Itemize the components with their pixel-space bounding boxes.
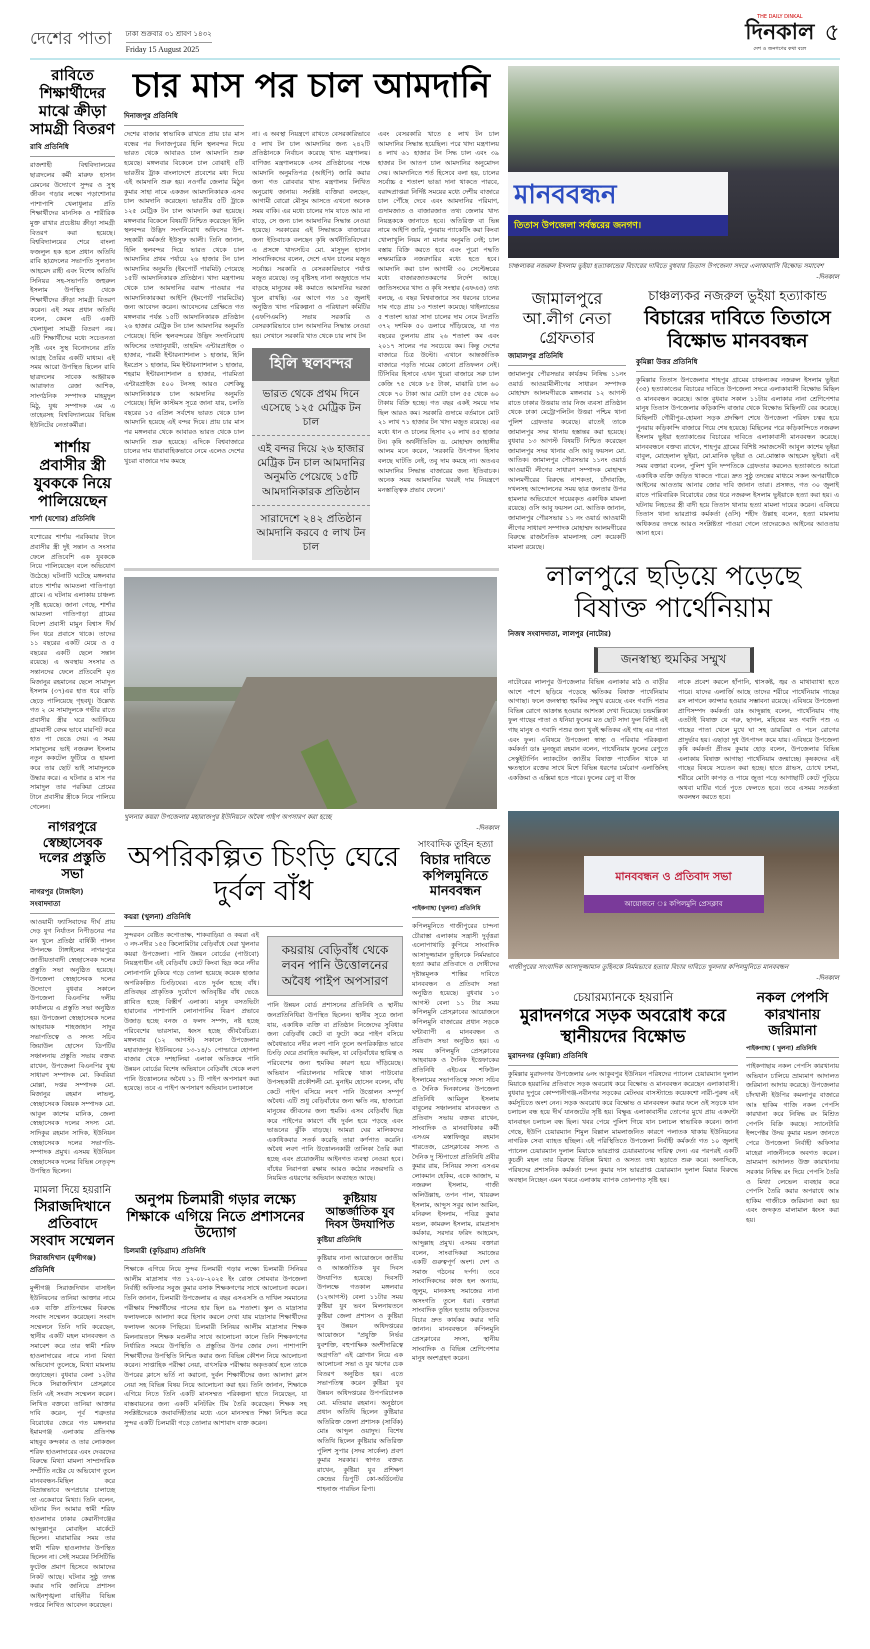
- middle-column: [124, 66, 499, 1502]
- story-sharsha: [30, 438, 115, 812]
- byline-koyra: কয়রা (খুলনা) প্রতিনিধি: [124, 911, 403, 927]
- kapilmuni-photo-caption: গাজীপুরের সাংবাদিক আসাদুজ্জামান তুহিনকে নির্মমভাবে হত্যার বিচার দাবিতে খুলনার কপিলমুনিতে মানববন্ধন: [508, 962, 789, 971]
- logo-tagline: দেশ ও জনগণের কথা বলে: [753, 46, 807, 53]
- byline-pepsi: পাইকগাছা ( খুলনা) প্রতিনিধি: [746, 1043, 839, 1058]
- lalpur-inset-box: জনস্বাস্থ্য হুমকির সম্মুখ: [594, 647, 754, 673]
- story-jamalpur: [508, 289, 626, 552]
- byline-jamalpur: জামালপুর প্রতিনিধি: [508, 350, 626, 366]
- story-titas: [636, 289, 839, 539]
- story-nagarpur: [30, 820, 115, 1177]
- byline-lalpur: নিজস্ব সংবাদদাতা, লালপুর (নাটোর): [508, 630, 612, 639]
- body-sharsha: যশোরের শার্শায় পরকিয়ার টানে প্রবাসীর স্ত্রী দুই সন্তান ও সংসার ফেলে প্রতিবেশি এক যুবককে নিয়ে পালিয়েছেন বলে অভিযোগ উঠেছে। ঘটনাটি ঘটেছে মঙ্গলবার রাতে শার্শার আমতলা গাতিপাড়া গ্রামে। এ ঘটনায় এলাকায় চাঞ্চল্য সৃষ্টি হয়েছে। জানা গেছে, শার্শার আমতলা গাতিপাড়া গ্রামের বিদেশ প্রবাসী মামুন বিশ্বাস দীর্ঘ দিন ধরে প্রবাসে থাকে। তাদের ১১ বছরের একটি মেয়ে ও ৫ বছরের একটি ছেলে সন্তান রয়েছে। এ অবস্থায় সংসার ও সন্তানদের ফেলে প্রতিবেশি মৃত মিজানুর রহমানের ছেলে সামাদুল ইসলাম (৩৭)এর হাত ধরে বাড়ি ছেড়ে পালিয়েছে গৃহবধূ। উল্লেখ্য গত ২ মে সামাদুলকে গভীর রাতে প্রবাসীর স্ত্রীর ঘরে আটকিয়ে গ্রামবাসী বেদম ভাবে মারপিট করে হাত পা ভেঙে দেয়। এ সময় সামাদুলের ভাই নজরুল ইসলাম নতুন ককটেল ফুটিয়ে ও হামলা করে তার ছোট ভাই সামাদুলকে উদ্ধার করে। এ ঘটনার ৪ মাস পর সামাদুল তার পরকিয়া প্রেমের টানে প্রবাসীর স্ত্রীকে নিয়ে পালিয়ে গেলেন।: [30, 533, 115, 811]
- headline-rabi: রাবিতে শিক্ষার্থীদের মাঝে ক্রীড়া সামগ্রী বিতরণ: [30, 66, 115, 139]
- kapilmuni-protest-photo: [508, 811, 839, 959]
- headline-lalpur: লালপুরে ছড়িয়ে পড়েছে বিষাক্ত পার্থেনিয়াম: [545, 560, 802, 624]
- headline-titas: বিচারের দাবিতে তিতাসে বিক্ষোভ মানববন্ধন: [644, 306, 831, 352]
- story-kapilmuni: [412, 840, 499, 1364]
- headline-kushtia: কুষ্টিয়ায় আন্তর্জাতিক যুব দিবস উদযাপিত: [325, 1191, 395, 1232]
- byline-kushtia: কুষ্টিয়া প্রতিনিধি: [317, 1234, 403, 1250]
- headline-pepsi: নকল পেপসি কারখানায় জরিমানা: [756, 989, 829, 1040]
- headline-chilmari: অনুপম চিলমারী গড়ার লক্ষ্যে শিক্ষাকে এগিয়ে নিতে প্রশাসনের উদ্যোগ: [126, 1191, 305, 1242]
- body-rice-col1: দেশের বাজার স্বাভাবিক রাখতে প্রায় চার মাস বন্ধের পর দিনাজপুরের হিলি স্থলবন্দর দিয়ে ভারত থেকে আবারও চাল আমদানি শুরু হয়েছে। মঙ্গলবার বিকেলে চাল বোঝাই ৫টি ভারতীয় ট্রাক বাংলাদেশে প্রবেশের মধ্য দিয়ে এই আমদানি শুরু হয়। নওগাঁর জেলার মিঠুন কুমার সাহা নামে একজন আমদানিকারক এসব চাল আমদানি করেছেন। ভারতীয় ৫টি ট্রাকে ১২৫ মেট্রিক টন চাল আমদানি করা হয়েছে। মঙ্গলবার বিকেলে বিষয়টি নিশ্চিত করেছেন হিলি স্থলবন্দর উদ্ভিদ সংগনিরোধ অফিসের উপ-সহকারী কর্মকর্তা ইউসুফ আলী। তিনি জানান, হিলি স্থলবন্দর দিয়ে ভারত থেকে চাল আমদানির প্রথম পর্যায়ে ২৬ হাজার টন চাল আমদানির অনুমতি (ইমপোর্ট পারমিট) পেয়েছে ১৫টি আমদানিকারক প্রতিষ্ঠান। খাদ্য মন্ত্রণালয় থেকে চাল আমদানির বরাদ্দ পাওয়ার পর আমদানিকারকরা আইপি (ইমপোর্ট পারমিটের) জন্য আবেদন করেন। আবেদনের প্রেক্ষিতে গত মঙ্গলবার পর্যন্ত ১৫টি আমদানিকারক প্রতিষ্ঠান ২৬ হাজার মেট্রিক টন চাল আমদানির অনুমতি পেয়েছে। হিলি স্থলবন্দরের উদ্ভিদ সংগনিরোধ অফিসের তথ্যানুযায়ী, তাহমিদ এন্টারপ্রাইজ ৩ হাজার, পারমী ইন্টারন্যাশনাল ১ হাজার, হিলি ইমপ্রেস ১ হাজার, মিম ইন্টারন্যাশনাল ১ হাজার, শহরাম ইন্টারন্যাশনাল ৪ হাজার, পারমিতা এন্টারপ্রাইজ ৫০০ টনসহ আরও বেশকিছু আমদানিকারক চাল আমদানির অনুমতি পেয়েছে। হিলি কাস্টমস সূত্রে জানা যায়, চলতি বছরের ১৫ এপ্রিল সর্বশেষ ভারত থেকে চাল আমদানি হয়েছে এই বন্দর দিয়ে। প্রায় চার মাস পর মঙ্গলবার থেকে আবারও ভারত থেকে চাল আমদানি শুরু হয়েছে। এদিকে বিশ্ববাজারে চালের দাম ধারাবাহিকভাবে নেমে এলেও দেশের খুচরা বাজারে দাম কমছে: [124, 130, 244, 465]
- byline-chilmari: চিলমারী (কুড়িগ্রাম) প্রতিনিধি: [124, 1245, 307, 1261]
- story-kushtia: [317, 1192, 403, 1495]
- headline-muradnagar: মুরাদনগরে সড়ক অবরোধ করে স্থানীয়দের বিক্ষোভ: [519, 1006, 727, 1047]
- byline-sharsha: শার্শা (যশোর) প্রতিনিধি: [30, 513, 115, 529]
- byline-muradnagar: মুরাদনগর (কুমিল্লা) প্রতিনিধি: [508, 1050, 738, 1066]
- story-muradnagar: [508, 990, 738, 1185]
- headline-jamalpur: জামালপুরে আ.লীগ নেতা গ্রেফতার: [522, 289, 612, 347]
- headline-koyra: অপরিকল্পিত চিংড়ি ঘেরে দুর্বল বাঁধ: [127, 840, 400, 907]
- kicker-muradnagar: চেয়ারম্যানকে হয়রানি: [572, 989, 674, 1004]
- body-titas: কুমিল্লার তিতাস উপজেলার শাহপুর গ্রামের চাঞ্চল্যকর নজরুল ইসলাম ভুইয়া (৩৫) হত্যাকাণ্ডের বিচারের দাবিতে উপজেলা সদরে এলাকাবাসী বিক্ষোভ মিছিল ও মানববন্ধন করেছে। আজ বুধবার সকাল ১১টায় এলাকার নানা শ্রেণিপেশার মানুষ তিতাস উপজেলার কড়িকান্দি বাজার থেকে বিক্ষোভ মিছিলটি বের করেছে। মিছিলটি গৌরীপুর-হোমনা সড়ক প্রদক্ষিণ শেষে উপজেলা পরিষদ চত্বর হয়ে পুনরায় কড়িকান্দি বাজারে গিয়ে শেষ হয়েছে। মিছিলের পরে কড়িকান্দিতে নজরুল ইসলাম ভুইয়া হত্যাকাণ্ডের বিচারের দাবিতে এলাকাবাসী মানববন্ধন করেছে। মানববন্ধনে বক্তব্য রাখেন, শাহপুর গ্রামের বিশিষ্ট সমাজসেবী আবুল কাশেম ভূইয়া বাবুল, মোহেলাল ভূইয়া, মো.মানিক ভূইয়া ও মো.মোস্তাক আহমেদ ভূইয়া। এই সময় বক্তারা বলেন, পুলিশ খুনি দম্পতিকে গ্রেফতার করলেও হত্যাকাণ্ডে আরো একাধিক ব্যক্তি জড়িত থাকতে পারে। দ্রুত সুষ্ঠু তদন্তের মাধ্যমে সকল অপরাধীকে আইনের আওতায় আনার জোর দাবি জানান তারা। প্রসঙ্গত, গত ৩০ জুলাই রাতে পারিবারিক বিরোধের জের ধরে নজরুল ইসলাম ভুইয়াকে হত্যা করা হয়। এ ঘটনায় নিহতের স্ত্রী বাদী হয়ে তিতাস থানায় হত্যা মামলা দায়ের করেন। এবিষয়ে তিতাস থানা ভারপ্রাপ্ত কর্মকর্তা (ওসি) শহীদ উল্লাহ বলেন, হত্যা মামলায় অধিকতর তদন্তে আরও সংশ্লিষ্টতা পাওয়া গেলে তাদেরকেও আইনের আওতায় আনা হবে।: [636, 375, 839, 538]
- box-point-1: ভারত থেকে প্রথম দিনে এসেছে ১২৫ মেট্রিক টন চাল: [252, 381, 370, 437]
- banner-text-sub: তিতাস উপজেলা সর্বস্তরের জনগণ।: [508, 215, 728, 236]
- box-point-2: এই বন্দর দিয়ে ২৬ হাজার মেট্রিক টন চাল আমদানির অনুমতি পেয়েছে ১৫টি আমদানিকারক প্রতিষ্ঠান: [252, 436, 370, 506]
- page-number: ৫: [824, 18, 840, 47]
- headline-sirajdikhan: সিরাজদিখানে প্রতিবাদে সংবাদ সম্মেলন: [30, 1198, 115, 1249]
- byline-rabi: রাবি প্রতিনিধি: [30, 141, 115, 157]
- byline-titas: কুমিল্লা উত্তর প্রতিনিধি: [636, 356, 839, 372]
- date-english: Friday 15 August 2025: [126, 42, 212, 54]
- banner-text-main: মানববন্ধন: [514, 180, 617, 211]
- headline-rice-import: চার মাস পর চাল আমদানি: [132, 66, 491, 107]
- byline-rice: দিনাজপুর প্রতিনিধি: [124, 110, 244, 126]
- section-title: দেশের পাতা: [30, 29, 112, 50]
- embankment-photo-caption: খুলনার কয়রা উপজেলার মহারাজপুর ইউনিয়নে অবৈধ পাইপ অপসারণ করা হচ্ছে: [124, 813, 332, 822]
- story-rice: [124, 66, 499, 560]
- headline-nagarpur: নাগরপুরে স্বেচ্ছাসেবক দলের প্রস্তুতি সভা: [39, 820, 106, 882]
- headline-sharsha: শার্শায় প্রবাসীর স্ত্রী যুবককে নিয়ে পালিয়েছেন: [33, 438, 112, 511]
- left-column: [30, 66, 115, 1619]
- rice-highlight-box: [252, 348, 370, 561]
- story-koyra: [124, 840, 403, 1184]
- body-kapilmuni: কপিলমুনিতে গাজীপুরের চান্দনা চৌরাস্তা এলাকায় সন্ত্রাসী দুর্বৃত্তরা এলোপাথাড়ি কুপিয়ে সাংবাদিক আসাদুজ্জামান তুহিনকে নির্মমভাবে হত্যা করার প্রতিবাদে ও দোষীদের দৃষ্টান্তমূলক শাস্তির দাবিতে মানববন্ধন ও প্রতিবাদ সভা অনুষ্ঠিত হয়েছে। বুধবার ১৩ আগস্ট বেলা ১১ টার সময় কপিলমুনি প্রেসক্লাবের আয়োজনে কপিলমুনি বাজারের প্রধান সড়কে ঘন্টাব্যাপী এ মানববন্ধন ও প্রতিবাদ সভা অনুষ্ঠিত হয়। এ সময় কপিলমুনি প্রেসক্লাবের আহবায়ক ও দৈনিক ইত্তেফাকের প্রতিনিধি এইচএম শফিউল ইসলামের সভাপতিত্বে সদস্য সচিব ও দৈনিক দিনকালের উপজেলা প্রতিনিধি আমিনুল ইসলাম বাবুলের সঞ্চালনায় মানববন্ধন ও প্রতিবাদ সভায় বক্তব্য রাখেন, সাংবাদিক ও মানবাধিকার কর্মী এসএম মস্তাফিজুর রহমান শারতেজ, প্রেসক্লাবের সদস্য ও দৈনিক দু স্টিপাতো প্রতিনিধি প্রবীর কুমার রায়, সিনিয়র সদস্য এসএম লোকমান হেকিম, একে আজাদ, ম নজরুল ইসলাম, গাজী অলিউল্লাহ, তপন পাল, খায়রুল ইসলাম, আব্দুস সবুর আল আমিন, মনিরুল ইসলাম, পবিত্র কুমার মন্ডল, কামরুল ইসলাম, রামপ্রসাদ কর্মকার, সরদার ফরিদ আহমেদ, আব্দুল্লাহ প্রমুখ। এসময় বক্তারা বলেন, সাংবাদিকরা সমাজের একটি গুরুত্বপূর্ণ অংশ। দেশ ও সমাজ গঠনের দর্পণ। তবে সাংবাদিকদের কাজ হল অন্যায়, জুলুম, মানকসহ সমাজের নানা অসংগতি তুলে ধরা। বক্তারা সাংবাদিক তুহিন হত্যায় জড়িতদের বিচার দ্রুত কার্যকর করার দাবি জানান। মানববন্ধনে কপিলমুনি প্রেসক্লাবের সদস্য, স্থানীয় সাংবাদিক ও বিভিন্ন শ্রেণিপেশার মানুষ অংশগ্রহণ করেন।: [412, 921, 499, 1363]
- body-lalpur-col2: নাকে প্রবেশ করলে হাঁপানি, শ্বাসকষ্ট, জ্বর ও মাথাব্যাথা হতে পারে। যাদের এলার্জি আছে তাদের শরীরে পার্থেনিয়াম গাছের রস লাগলে ক্যান্সার হওয়ার সম্ভাবনা রয়েছে। এবিষয়ে উপজেলা প্রাণিসম্পদ কর্মকর্তা ডাঃ আব্দুল্লাহ বলেন, পার্থেনিয়াম গাছ এতটাই বিষাক্ত যে গরু, ছাগল, মহিষের মত গবাদি পশু এ গাছের পাতা খেলে মুখে ঘা সহ ডায়রিয়া ও পচন রোগের প্রাদুর্ভাব হয়। এছাড়া দুধ উৎপাদন কমে যায়। এবিষয়ে উপজেলা কৃষি কর্মকর্তা প্রীতম কুমার হোড় বলেন, উপজেলার বিভিন্ন এলাকায় বিষাক্ত আগাছা পার্থেনিয়াম জন্মাচ্ছে। কৃষকদের এই গাছের বিষয়ে সচেতন করা হচ্ছে। হাতে গ্লাভস, চোখে চশমা, শরীরে মোটা কাপড় ও পায়ে জুতা পড়ে আগাছাটি কেটে পুড়িয়ে অথবা মাটির গর্তে পুতে ফেলতে হবে। তবে এসময় সতর্কতা অবলম্বন করতে হবে।: [678, 677, 839, 802]
- byline-sirajdikhan: সিরাজদিখান (মুন্সীগঞ্জ) প্রতিনিধি: [30, 1252, 115, 1280]
- body-rice-col3: এবং বেসরকারি খাতে ৫ লাখ টন চাল আমদানির সিদ্ধান্ত হয়েছিল। পরে খাদ্য মন্ত্রণালয় ৪ লাখ ৬১ হাজার টন সিদ্ধ চাল এবং ৩৯ হাজার টন আতপ চাল আমদানির অনুমোদন দেয়। আমদানিতে শর্ত হিসেবে বলা হয়, চালের সর্বোচ্চ ৫ শতাংশ ভাঙা দানা থাকতে পারবে, বরাদ্দপ্রাপ্তরা নির্দিষ্ট সময়ের মধ্যে দেশীয় বাজারে চাল পৌঁছে দেবে এবং আমদানির পরিমাণ, গুদামজাত ও বাজারজাত তথ্য জেলার খাদ্য নিয়ন্ত্রককে জানাতে হবে। অতিরিক্ত বা ভিন্ন নামে আইপি জারি, পুনরায় প্যাকেটিং করা কিংবা খোলাখুলি নিয়ম না মানার অনুমতি নেই; চাল বস্তায় বিক্রি করতে হবে এবং পুরো পদ্ধতি লক্ষ্যমাত্রিক নজরদারির মধ্যে হতে হবে। আমদানি করা চাল আগামী ৩০ সেপ্টেম্বরের মধ্যে বাজারজাতকরণের নির্দেশ আছে। জাতিসংঘের খাদ্য ও কৃষি সংস্থার (এফএও) তথ্য বলছে, এ বছর বিশ্ববাজারে সব ধরনের চালের দাম গড়ে প্রায় ১৩ শতাংশ কমেছে। থাইল্যান্ডের ৫ শতাংশ ভাঙা সাদা চালের দাম নেমে টনপ্রতি ৩৭২ দশমিক ৫০ ডলারে দাঁড়িয়েছে, যা গত বছরের তুলনায় প্রায় ২৬ শতাংশ কম এবং ২০১৭ সালের পর সবচেয়ে কম। কিন্তু দেশের বাজারে চিত্র উল্টো। এখানে আন্তর্জাতিক বাজারে পড়তি দামের কোনো প্রতিফলন নেই। টিসিবির হিসাবে এখন খুচরা বাজারে সরু চাল কেজি ৭৫ থেকে ৮৫ টাকা, মাঝারি চাল ৬০ থেকে ৭০ টাকা আর মোটা চাল ৫৫ থেকে ৬০ টাকায় বিক্রি হচ্ছে। গত বছর একই সময়ে দাম ছিল আরও কম। সরকারি গুদামে বর্তমানে মোট ২১ লাখ ৭১ হাজার টন খাদ্য মজুত রয়েছে। এর মধ্যে ধান ও চালের হিসাব ২০ লাখ ৪৫ হাজার টন। কৃষি অর্থনীতিবিদ ড. মোহাম্মদ জাহাঙ্গীর আলম মনে করেন, 'সরকারি উৎপাদন হিসাব বলছে ঘাটতি নেই, তবু দাম কমছে না। অতএব আমদানির সিদ্ধান্ত বাজারের জন্য ইতিবাচক। অনেক সময় আমদানির খবরই দাম নিয়ন্ত্রণে মনস্তাত্ত্বিক প্রভাব ফেলে।': [378, 130, 499, 494]
- box-title: হিলি স্থলবন্দর: [252, 348, 370, 381]
- newspaper-logo: দিনকাল: [745, 20, 815, 45]
- body-rabi: রাজশাহী বিশ্ববিদ্যালয়ের ছাত্রদলের কর্মী মারুফ হাসান রেমনের উদ্যোগে সুন্দর ও সুস্থ জীবন গড়ার লক্ষ্যে পড়াশোনার পাশাপাশি খেলাধুলার প্রতি শিক্ষার্থীদের মানসিক ও শারীরিক মুক্ত রাখার প্রচেষ্টায় ক্রীড়া সামগ্রী বিতরণ করা হয়েছে। বিশ্ববিদ্যালয়ের শেরে বাংলা ফজলুল হক হলে প্রধান অতিথি রাবি ছাত্রদলের সভাপতি সুলতান আহমেদ রাহী এবং বিশেষ অতিথি সিনিয়র সহ-সভাপতি জহুরুল ইসলাম উপস্থিত থেকে শিক্ষার্থীদের ক্রীড়া সামগ্রী বিতরণ করেন। এই সময় প্রধান অতিথি বলেন, কেবল এটি একটি খেলাধুলা সামগ্রী বিতরণ নয়। এটি শিক্ষার্থীদের মধ্যে সচেতনতা সৃষ্টি এবং সুস্থ বিনোদনের প্রতি আগ্রহ তৈরির একটি মাধ্যম। এই সময় আরো উপস্থিত ছিলেন রাবি ছাত্রদলের সাবেক আহ্বায়ক আরাফাত রেজা আশিক, সাংগঠনিক সম্পাদক মাহমুদুল মিঠু, যুগ্ম সম্পাদক এম এ তাহেরসহ বিশ্ববিদ্যালয়ের বিভিন্ন ইউনিটের নেতাকর্মীরা।: [30, 161, 115, 429]
- protest-banner: [508, 172, 728, 236]
- right-column: [508, 66, 839, 1233]
- photo-credit: -দিনকাল: [816, 973, 839, 982]
- byline-kapilmuni: পাইকগাছা (খুলনা) প্রতিনিধি: [412, 903, 499, 918]
- embankment-photo: [124, 577, 497, 809]
- body-koyra-col1: সুন্দরবন বেষ্টিত কপোতাক্ষ, শাকবাড়িয়া ও কয়রা এই ৩ নদ-নদীর ১৫৫ কিলোমিটার বেড়িবাঁধে ঘেরা খুলনার কয়রা উপজেলা। পানি উন্নয়ন বোর্ডের (পাউবো) নিয়ন্ত্রণাধীন এই বেড়িবাঁধ কেটে কিংবা ছিদ্র করে নদীর লোনাপানি ঢুকিয়ে গড়ে তোলা হয়েছে কয়েক হাজার অপরিকল্পিত চিংড়িঘের। এতে দুর্বল হচ্ছে বাঁধ। প্রতিবছর প্রাকৃতিক দুর্যোগে অতিবৃষ্টির বাঁধ ভেঙে প্লাবিত হচ্ছে বিস্তীর্ণ এলাকা। মানুষ বসতভিটা হারানোর পাশাপাশি লোনাপানির বিরূপ প্রভাবে উজাড় হচ্ছে বনজ ও ফলদ সম্পদ, নষ্ট হচ্ছে পরিবেশের ভারসাম্য, ধ্বংস হচ্ছে জীববৈচিত্র্য। মঙ্গলবার (১২ আগস্ট) সকালে উপজেলার মহারাজপুর ইউনিয়নের ১৩-১৪/১ পোল্ডারে হোগলা বাজার থেকে দশহালিয়া এলাকা অতিক্রমে পানি উন্নয়ন বোর্ডের বিশেষ অভিযানে বেড়িবাঁধ থেকে লবণ পানি উত্তোলনের অবৈধ ১১ টি পাইপ অপসারণ করা হয়েছে। তবে এ পাইপ অপসারণ অভিযান চলাকালে: [124, 930, 259, 1093]
- story-chilmari: [124, 1192, 307, 1429]
- page-header: [30, 14, 840, 60]
- section-divider: [124, 568, 499, 571]
- newspaper-logo-block: [745, 14, 814, 54]
- box-point-3: সারাদেশে ২৪২ প্রতিষ্ঠান আমদানি করবে ৫ লাখ টন চাল: [256, 512, 366, 554]
- body-koyra-col2: পানি উন্নয়ন বোর্ড প্রশাসনের প্রতিনিধি ও স্থানীয় জনপ্রতিনিধিরা উপস্থিত ছিলেন। স্থানীয় সূত্রে জানা যায়, একাধিক ব্যক্তি বা প্রতিষ্ঠান নিজেদের সুবিধার জন্য বেড়িবাঁধ কেটে বা ফুটো করে পাইপ বসিয়ে অবৈধভাবে নদীর লবণ পানি তুলে অপরিকল্পিত ভাবে চিংড়ি ঘেরে প্রবাহিত করছিল, যা বেড়িবাঁধের স্থায়িত্ব ও পরিবেশের জন্য হুমকির কারণ হয়ে দাঁড়িয়েছে। অভিযান পরিচালনার দায়িত্বে থাকা পাউবোর উপসহকারী প্রকৌশলী মো. মুনাইম হোসেন বলেন, বাঁধ কেটে পাইপ বসিয়ে লবণ পানি উত্তোলন সম্পূর্ণ অবৈধ। এটি শুধু বেড়িবাঁধের জন্য ক্ষতি নয়, হাজারো মানুষের জীবনের জন্য হুমকি। এসব বেড়িবাঁধ ছিদ্র করে পাইপের কারণে বাঁধ দুর্বল হয়ে পড়ছে এবং ভাঙনের ঝুঁকি বাড়ছে। আমরা ঘের মালিকদের একাধিকবার সতর্ক করেছি তারা কর্ণপাত করেনি। অবৈধ লবণ পানি উত্তোলনকারী তালিকা তৈরি করা হচ্ছে এবং প্রয়োজনীয় আইনগত ব্যবস্থা নেওয়া হবে। বাঁধের নিরাপত্তা রক্ষায় আরও কঠোর নজরদারি ও নিয়মিত এধরণের অভিযান অব্যাহত আছে।: [267, 1001, 403, 1183]
- body-kushtia: কুষ্টিয়ায় নানা আয়োজনে জাতীয় ও আন্তর্জাতিক যুব দিবস উদযাপিত হয়েছে। দিবসটি উপলক্ষে গতকাল মঙ্গলবার (১২আগস্ট) বেলা ১১টার সময় কুষ্টিয়া যুব ভবন মিলনায়তনে কুষ্টিয়া জেলা প্রশাসন ও কুষ্টিয়া যুব উন্নয়ন অধিদপ্তরের আয়োজনে "প্রযুক্তি নির্ভর যুবশক্তি, বহুপাক্ষিক অংশীদারিত্বে অগ্রগতি" এই স্লোগান নিয়ে এক আলোচনা সভা ও যুব ঋণের চেক বিতরণ অনুষ্ঠিত হয়। এতে সভাপতিত্ব করেন কুষ্টিয়া যুব উন্নয়ন অধিদপ্তরের উপপরিচালক মো. মতিয়ার রহমান। অনুষ্ঠানে প্রধান অতিথি ছিলেন কুষ্টিয়ার অতিরিক্ত জেলা প্রশাসক (সার্বিক) মোঃ আব্দুল ওয়াদুদ। বিশেষ অতিথি ছিলেন কুষ্টিয়ার অতিরিক্ত পুলিশ সুপার (সদর সার্কেল) প্রবণ কুমার সরকার। স্বাগত বক্তব্য রাখেন, কুষ্টিয়া যুব প্রশিক্ষণ কেন্দ্রের ডিপুটি কো-অর্ডিনেটর শাহনাজ পারভিন রিপা।: [317, 1254, 403, 1494]
- photo-credit: -দিনকাল: [476, 824, 499, 833]
- koyra-inset-box: কয়রায় বেড়িবাঁধ থেকে লবন পানি উত্তোলনের অবৈধ পাইপ অপসারণ: [267, 936, 403, 997]
- byline-nagarpur: নাগরপুর (টাঙ্গাইল) সংবাদদাতা: [30, 886, 115, 914]
- story-sirajdikhan: [30, 1185, 115, 1611]
- logo-english: THE DAILY DINKAL: [757, 14, 803, 20]
- body-jamalpur: জামালপুর পৌরসভার কার্যক্রম নিষিদ্ধ ১১নং ওয়ার্ড আওয়ামীলীগের সাধারন সম্পাদক মোহাম্মদ আলমগীরকে মঙ্গলবার ১২ আগস্ট রাতে ঢাকার উত্তরায় তার নিজ ব্যবসা প্রতিষ্ঠান থেকে ঢাকা মেট্রোপলিটন উত্তরা পশ্চিম থানা পুলিশ গ্রেফতার করেছে। রাতেই তাকে জামালপুর সদর থানায় হস্তান্তর করা হয়েছে। বুধবার ১৩ আগস্ট বিষয়টি নিশ্চিত করেছেন জামালপুর সদর থানার ওসি আবু ফয়সল মো. আতিক। জামালপুর পৌরসভার ১১নং ওয়ার্ড আওয়ামী লীগের সাধারণ সম্পাদক মোহাম্মদ আলমগীরের বিরুদ্ধে নাশকতা, চাঁদাবাজি, দখলসহ আন্দোলনের সময় ছাত্র জনতার উপর হামলার অভিযোগে দায়েরকৃত একাধিক মামলা রয়েছে। ওসি আবু ফয়সল মো. আতিক জানান, জামালপুর পৌরসভার ১১ নং ওয়ার্ড আওয়ামী লীগের সাধারণ সম্পাদক মোহাম্মদ আলমগীরের বিরুদ্ধে রাজনৈতিক মামলাসহ বেশ কয়েকটি মামলা রয়েছে।: [508, 369, 626, 551]
- story-pepsi: [746, 990, 839, 1226]
- photo-credit: -দিনকাল: [816, 273, 839, 282]
- body-muradnagar: কুমিল্লার মুরাদনগর উপজেলার ৬নং আকুবপুর ইউনিয়ন পরিষদের প্যানেল চেয়ারম্যান দুলাল মিয়াকে হয়রানির প্রতিবাদে সড়ক অবরোধ করে বিক্ষোভ ও মানববন্ধন করেছেন এলাকাবাসী। বুধবার দুপুরে কোম্পানীগঞ্জ-নবীনগর সড়কের মেটংঘর বাসস্ট্যান্ডে কয়েকশো নারী-পুরুষ এই কর্মসূচিতে অংশ নেন। সড়ক অবরোধ করে বিক্ষোভ ও মানববন্ধন করার ফলে ওই সড়কে যান চলাচল বন্ধ হয়ে দীর্ঘ যানজটের সৃষ্টি হয়। বিক্ষুব্ধ এলাকাবাসীর তোপের মুখে প্রায় একঘন্টা যানবাহন চলাচল বন্ধ ছিল। খবর পেয়ে পুলিশ গিয়ে যান চলাচল স্বাভাবিক করেন। জানা গেছে, ইউপি চেয়ারম্যান শিমুল বিল্লাল মামলাজনিত কারণে পলাতক থাকায় ইউনিয়নের নাগরিক সেবা ব্যাহত হচ্ছিল। এই পরিস্থিতিতে উপজেলা নির্বাহী কর্মকর্তা গত ১০ জুলাই প্যানেল চেয়ারম্যান দুলাল মিয়াকে ভারপ্রাপ্ত চেয়ারম্যানের দায়িত্ব দেন। এর পরপরই একটি কুচক্রী মহল তার বিরুদ্ধে বিভিন্ন মিথ্যা ও অসত্য তথ্য ছড়াতে শুরু করে। অন্যদিকে, পরিষদের প্রশাসনিক কর্মকর্তা চন্দন কুমার দাস ভারপ্রাপ্ত চেয়ারম্যান দুলাল মিয়ার বিরুদ্ধে অবস্থান নিচ্ছেন এমন খবরে এলাকায় ব্যাপক তোলপাড় সৃষ্টি হয়।: [508, 1070, 738, 1184]
- body-chilmari: শিক্ষাকে এগিয়ে নিয়ে সুন্দর চিলমারী গড়ার লক্ষ্যে চিলমারী সিনিয়র আলীম মাদ্রাসায় গত ১২-০৮-২০২৫ ইং রোজ সোমবার উপজেলা নির্বাহী অফিসার সবুজ কুমার বসাক শিক্ষকগণের সাথে আলোচনা করেন। তিনি জানান, চিলমারী উপজেলায় এ বছর এসএসসি ও দাখিল সমমানের পরীক্ষায় শিক্ষার্থীদের পাসের হার ছিল ৪৯ শতাংশ। স্কুল ও মাদ্রাসার ফলাফলকে আলাদা করে হিসাব করলে দেখা যায় মাদ্রাসার শিক্ষার্থীদের ফলাফল অনেক পিছিয়ে। চিলমারী সিনিয়র আলীম মাদ্রাসার শিক্ষক মিলনায়তনে শিক্ষক মণ্ডলীর সাথে আলোচনা কালে তিনি শিক্ষকগণের নির্ধারিত সময়ে উপস্থিতি ও প্রস্তুতির উপর জোর দেন। পাশাপাশি শিক্ষার্থীদের উপস্থিতি নিশ্চিত করার জন্য বিভিন্ন কৌশল নিয়ে আলোচনা করেন। সাপ্তাহিক পরীক্ষা নেয়া, বাৎসরিক পরীক্ষায় অকৃতকার্য হলে তাকে উপরের ক্লাসে ভর্তি না করানো, দুর্বল শিক্ষার্থীদের জন্য আলাদা ক্লাস নেয়া সহ বিভিন্ন বিষয় নিয়ে আলোচনা করা হয়। তিনি জানান, শিক্ষাকে এগিয়ে নিতে তিনি একটি মানসম্মত পরিকল্পনা হাতে নিয়েছেন, যা বাস্তবায়নের জন্য একটি মনিটরিং টিম তৈরি করেছেন। শিক্ষক সহ সংশ্লিষ্টদেরকে জবাবদিহীতার মধ্যে এনে মানসম্মত শিক্ষা নিশ্চিত করে সুন্দর একটি চিলমারী গড়ে তোলার আশাবাদ ব্যক্ত করেন।: [124, 1265, 307, 1427]
- banner-text-main: মানববন্ধন ও প্রতিবাদ সভা: [615, 870, 732, 884]
- kicker-kapilmuni: সাংবাদিক তুহিন হত্যা: [417, 840, 494, 851]
- kicker-sirajdikhan: মামলা দিয়ে হয়রানি: [33, 1184, 112, 1196]
- body-pepsi: পাইকগাছায় নকল পেপসি কারখানায় অভিযান চালিয়ে ভ্রাম্যমাণ আদালত জরিমানা আদায় করেছে। উপজেলার চাঁদখালী ইউপির কমলাপুর বাজারে আঃ হাকিম গাজি নকল পেপসি কারখানা করে নিষিদ্ধ রং মিশ্রিত পেপসি বিক্রি করছে। স্যানেটারি ইন্সপেক্টর উদয় কুমার মন্ডল জানতে পেরে উপজেলা নির্বাহী অফিসার মাহেরা নাজনীনকে অবগত করেন। ভ্রাম্যমাণ আদালত উক্ত কারখানায় সরকার নিষিদ্ধ রং দিয়ে পেপসি তৈরি ও মিথ্যা লেভেল ব্যবহার করে পেপসি তৈরি করার অপরাধে আঃ হাকিম গাজীকে জরিমানা করা হয় এবং জব্দকৃত মালামাল ধ্বংস করা হয়।: [746, 1062, 839, 1224]
- banner-text-org: আয়োজনে ঃ কপিলমুনি প্রেসক্লাব: [584, 895, 764, 913]
- titas-photo-caption: চাঞ্চল্যকর নজরুল ইসলাম ভুইয়া হত্যাকান্ডের বিচারের দাবিতে বুধবার তিতাস উপজেলা সদরে এলাকাবাসি বিক্ষোভ সমাবেশ: [508, 262, 824, 271]
- kicker-titas: চাঞ্চল্যকর নজরুল ভুইয়া হত্যাকান্ড: [648, 289, 827, 305]
- headline-kapilmuni: বিচার দাবিতে কপিলমুনিতে মানববন্ধন: [420, 853, 491, 900]
- body-rice-col2: না। এ অবস্থা নিয়ন্ত্রণে রাখতে বেসরকারিভাবে ৫ লাখ টন চাল আমদানির জন্য ২৪২টি প্রতিষ্ঠানকে নির্বাচন করেছে খাদ্য মন্ত্রণালয়। বাণিজ্য মন্ত্রণালয়কে এসব প্রতিষ্ঠানের পক্ষে আমদানি অনুমতিপত্র (আইপি) জারি করার জন্য গত রোববার খাদ্য মন্ত্রণালয় লিখিত অনুরোধ জানায়। সংশ্লিষ্ট ব্যক্তিরা বলছেন, আগামী বোরো মৌসুম আসতে এখনো অনেক সময় বাকি। এর মধ্যে চালের দাম যাতে আর না বাড়ে, সে জন্য চাল আমদানির সিদ্ধান্ত নেওয়া হয়েছে। সরকারের এই সিদ্ধান্তকে বাজারের জন্য ইতিবাচক বলছেন কৃষি অর্থনীতিবিদেরা। এ প্রসঙ্গে খাদ্যসচিব মো. মাসুদুল হাসান সাংবাদিকদের বলেন, দেশে এখন চালের মজুত সর্বোচ্চ। সরকারি ও বেসরকারিভাবে পর্যাপ্ত মজুত রয়েছে। তবু বৃষ্টিসহ নানা অজুহাতে দাম বাড়ছে মানুষের কষ্ট কমাতে আমদানির দরজা খুলে রাখছি। এর আগে গত ১৫ জুলাই অনুষ্ঠিত খাদ্য পরিকল্পনা ও পরিধারণ কমিটির (এফপিএমসি) সভায় সরকারি ও বেসরকারিভাবে চাল আমদানির সিদ্ধান্ত নেওয়া হয়। সেখানে সরকারি খাত থেকে চার লাখ টন: [252, 130, 370, 340]
- story-rabi: [30, 66, 115, 430]
- body-nagarpur: আওয়ামী ফ্যাসিবাদের দীর্ঘ প্রায় দেড় যুগ নির্যাতন নিপীড়নের পর মন খুলে প্রতিষ্ঠা বার্ষিকী পালন উপলক্ষে টাঙ্গাইলের নাগরপুরে জাতীয়তাবাদী স্বেচ্ছাসেবক দলের প্রস্তুতি সভা অনুষ্ঠিত হয়েছে। উপজেলা স্বেচ্ছাসেবক দলের উদ্যোগে বুধবার সকালে উপজেলা বিএনপির দলীয় কার্যালয়ে এ প্রস্তুতি সভা অনুষ্ঠিত হয়। উপজেলা স্বেচ্ছাসেবক দলের আহবায়ক শাহজাহান সাদুর সভাপতিত্বে ও সদস্য সচিব জিয়াউল হোসেন ডিপটির সঞ্চালনায় প্রস্তুতি সভায় বক্তব্য রাখেন, উপজেলা বিএনপির যুগ্ম সাধারণ সম্পাদক মো. কিবরিয়া মোল্লা, দপ্তর সম্পাদক মো. মিজানুর রহমান লাভলু, স্বেচ্ছাসেবক বিষয়ক সম্পাদক মো. আবুল কাশেম মানিক, জেলা স্বেচ্ছাসেবক দলের সদস্য মো. সাদিকুর রহমান সাদিক, ইউনিয়ন স্বেচ্ছাসেবক দলের সভাপতি-সম্পাদক প্রমুখ। এসময় ইউনিয়ন স্বেচ্ছাসেবক দলের বিভিন্ন নেতৃবৃন্দ উপস্থিত ছিলেন।: [30, 917, 116, 1176]
- protest-banner: [584, 856, 764, 913]
- story-lalpur: [508, 561, 839, 803]
- body-lalpur-col1: নাটোরের লালপুর উপজেলার বিভিন্ন এলাকার মাঠ ও বাড়ীর আশে পাশে ছড়িয়ে পড়েছে ক্ষতিকর বিষাক্ত পার্থেনিয়াম আগাছা। ফলে জনস্বাস্থ্য হুমকির সম্মুখ রয়েছে এবং গবাদি পশুর বিভিন্ন রোগে আক্রান্ত হওয়ার আশংকা দেখা দিয়েছে। চন্দ্রমল্লিকা ফুল গাছের পাতা ও ধনিয়া ফুলের মত ছোট সাদা ফুল বিশিষ্ট এই গাছ মানুষ ও গবাদি পশুর জন্য খুবই ক্ষতিকর এই গাছ এর পাতা এবং ফুল। এবিষয়ে উপজেলা স্বাস্থ্য ও পরিবার পরিকল্পনা কর্মকর্তা ডাঃ মুনজুরা রহমান বলেন, পার্থেনিয়াম ফুলের রেণুতে সেস্কুইটার্পিন ল্যাকটোন জাতীয় বিষাক্ত পার্থেনিন থাকে যা ক্ষতস্থানে রক্তের সাথে মিশে বিভিন্ন ধরণের চর্মরোগ এলার্জিসহ একজিমা ও এক্সিমা হতে পারে। ফুলের রেণু বা বীজ: [508, 677, 668, 782]
- titas-protest-photo: [508, 66, 839, 258]
- body-sirajdikhan: মুন্সীগঞ্জ সিরাজদিখান বাসাইল ইউনিয়নের তানিয়া আক্তার নামে এক ব্যক্তি প্রতিপক্ষের বিরুদ্ধে সংবাদ সম্মেলন করেছেন। সংবাদ সম্মেলনে তিনি দাবি করেছেন, স্থানীয় একটি মহল মানববন্ধন ও সমাবেশ করে তার স্বামী শরিফ হাওলাদারের নামে নানা মিথ্যা অভিযোগ তুলেছে, মিথ্যা মামলায় জড়াচ্ছেন। বুধবার বেলা ১২টার দিকে সিরাজদিখান প্রেসক্লাবে তিনি এই সংবাদ সম্মেলন করেন। লিখিত বক্তব্যে তানিয়া আক্তার দাবি করেন, পূর্ব শত্রুতার বিরোধের জেরে গত মঙ্গলবার ইমামগঞ্জ এলাকায় প্রতিপক্ষ মাহবুব কন্দকার ও তার লোকজন শরিফ হাওলাদারের এবং দেবরদের বিরুদ্ধে মিথ্যা মামলা সাম্প্রদায়িক সম্প্রীতি নষ্টের যে অভিযোগ তুলে মানববন্ধন-মিছিল করে বিভ্রান্তভাবে অপপ্রচার চালাচ্ছে তা একেবারে মিথ্যা। তিনি বলেন, ঘটনার দিন আমার স্বামী শরিফ হাওলাদার ঢাকার কেরানীগঞ্জের আব্দুল্লাপুর মোবাইল মার্কেটে ছিলেন। মারামারির সময় তার স্বামী শরিফ হাওলাদার উপস্থিত ছিলেন না। সেই সময়ের সিসিটিভি ফুটেজ প্রমাণ হিসেবে আমাদের নিকট আছে। ঘটনার সুষ্ঠু তদন্ত করার দাবি জানিয়ে প্রশাসন আইনশৃঙ্খলা বাহিনীর বিভিন্ন দপ্তরে লিখিত আবেদন করেছেন।: [30, 1284, 115, 1610]
- date-bengali: ঢাকা শুক্রবার ৩১ শ্রাবণ ১৪৩২: [125, 30, 212, 39]
